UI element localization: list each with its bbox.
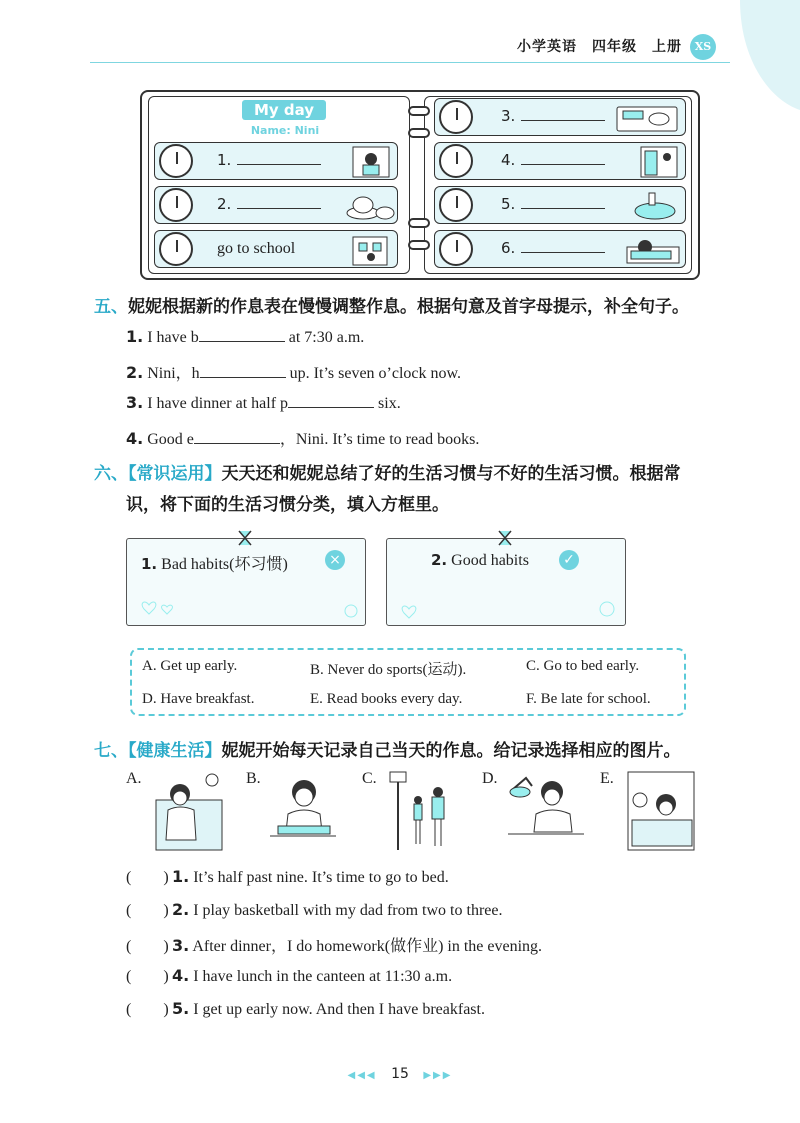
- page-number: 15: [391, 1066, 409, 1082]
- bad-habits-label: Bad habits(坏习惯): [161, 556, 288, 573]
- header-rule: [90, 62, 730, 63]
- my-day-notebook: [140, 90, 700, 280]
- picture-label-e: E.: [600, 770, 614, 787]
- right-arrows-icon: ▶▶▶: [423, 1070, 453, 1081]
- schedule-row-2: [154, 186, 398, 224]
- schedule-row-6: [434, 230, 686, 268]
- left-arrows-icon: ◀◀◀: [347, 1070, 377, 1081]
- clock-icon: [439, 188, 473, 222]
- question-5: ( ) 5. I get up early now. And then I have breakfast.: [126, 999, 485, 1018]
- section6-number: 六、: [94, 464, 128, 484]
- question-2: ( ) 2. I play basketball with my dad from two to three.: [126, 900, 503, 919]
- doing-homework-picture: [506, 770, 586, 852]
- binder-ring: [408, 218, 430, 228]
- answer-blank[interactable]: [194, 429, 280, 444]
- corner-decoration: [700, 0, 800, 110]
- answer-blank[interactable]: [521, 195, 605, 209]
- section6-heading: [94, 459, 681, 484]
- playing-basketball-picture: [384, 770, 454, 852]
- question-3: ( ) 3. After dinner，I do homework(做作业) in the evening.: [126, 936, 543, 955]
- cross-icon: ×: [325, 550, 345, 570]
- option-f: F. Be late for school.: [526, 691, 651, 707]
- answer-blank[interactable]: [237, 151, 321, 165]
- schedule-row-3: [154, 230, 398, 268]
- section5-instruction: 妮妮根据新的作息表在慢慢调整作息。根据句意及首字母提示，补全句子。: [128, 297, 689, 317]
- row-number: 2.: [217, 195, 232, 213]
- go-home-picture-icon: [639, 145, 679, 179]
- notebook-name: Name: Nini: [250, 124, 320, 137]
- section7-instruction: 妮妮开始每天记录自己当天的作息。给记录选择相应的图片。: [221, 741, 681, 761]
- flower-decoration-icon: [595, 597, 619, 621]
- schedule-row-5: [434, 186, 686, 224]
- section7-number: 七、: [94, 741, 128, 761]
- clock-icon: [439, 232, 473, 266]
- check-icon: ✓: [559, 550, 579, 570]
- picture-label-c: C.: [362, 770, 377, 787]
- flower-decoration-icon: [341, 601, 361, 621]
- paper-clip-icon: [235, 529, 255, 547]
- clock-icon: [159, 188, 193, 222]
- schedule-row-4: [434, 142, 686, 180]
- picture-label-d: D.: [482, 770, 498, 787]
- section5-heading: [94, 292, 689, 317]
- s5-item-1: 1. I have b at 7:30 a.m.: [126, 327, 365, 346]
- question-4: ( ) 4. I have lunch in the canteen at 11:30 a.m.: [126, 966, 453, 985]
- xs-badge: XS: [690, 34, 716, 60]
- row-number: 3.: [501, 107, 516, 125]
- answer-blank[interactable]: [521, 239, 605, 253]
- row-number: 6.: [501, 239, 516, 257]
- picture-label-a: A.: [126, 770, 142, 787]
- binder-ring: [408, 106, 430, 116]
- bad-habits-box[interactable]: 1. Bad habits(坏习惯) ×: [126, 538, 366, 626]
- answer-blank[interactable]: [199, 327, 285, 342]
- dinner-plate-icon: [631, 189, 679, 223]
- row-number: 1.: [217, 151, 232, 169]
- habit-options-box: [130, 648, 686, 716]
- answer-blank[interactable]: [237, 195, 321, 209]
- answer-blank[interactable]: [521, 107, 605, 121]
- section7-heading: [94, 736, 681, 761]
- binder-ring: [408, 128, 430, 138]
- breakfast-food-icon: [345, 189, 395, 223]
- schedule-row-3-right: [434, 98, 686, 136]
- question-1: ( ) 1. It’s half past nine. It’s time to go to bed.: [126, 867, 449, 886]
- girl-sleeping-picture: [626, 770, 696, 852]
- heart-decoration-icon: [139, 597, 179, 621]
- row-number: 5.: [501, 195, 516, 213]
- wake-up-picture-icon: [351, 145, 391, 179]
- clock-icon: [439, 144, 473, 178]
- clock-icon: [159, 144, 193, 178]
- answer-blank[interactable]: [200, 363, 286, 378]
- paper-clip-icon: [495, 529, 515, 547]
- lunch-tray-icon: [615, 101, 679, 135]
- picture-label-b: B.: [246, 770, 261, 787]
- option-a: A. Get up early.: [142, 658, 238, 674]
- good-habits-label: Good habits: [451, 552, 529, 569]
- row-text: go to school: [217, 240, 296, 257]
- section6-instruction-2: 识，将下面的生活习惯分类，填入方框里。: [126, 495, 449, 515]
- girl-waking-up-picture: [154, 770, 224, 852]
- page-footer: [0, 1066, 800, 1082]
- option-c: C. Go to bed early.: [526, 658, 640, 674]
- section6-tag: 【常识运用】: [128, 464, 222, 484]
- schedule-row-1: [154, 142, 398, 180]
- clock-icon: [159, 232, 193, 266]
- sleeping-picture-icon: [625, 233, 681, 267]
- section6-instruction-1: 天天还和妮妮总结了好的生活习惯与不好的生活习惯。根据常: [221, 464, 681, 484]
- clock-icon: [439, 100, 473, 134]
- notebook-title: My day: [242, 100, 326, 120]
- book-title: 小学英语 四年级 上册: [517, 39, 682, 55]
- s5-item-2: 2. Nini，h up. It’s seven o’clock now.: [126, 363, 462, 382]
- answer-blank[interactable]: [521, 151, 605, 165]
- heart-decoration-icon: [399, 601, 419, 621]
- school-picture-icon: [351, 233, 391, 267]
- option-e: E. Read books every day.: [310, 691, 463, 707]
- s5-item-4: 4. Good e ，Nini. It’s time to read books.: [126, 429, 480, 448]
- section5-number: 五、: [94, 297, 128, 317]
- good-habits-box[interactable]: 2. Good habits ✓: [386, 538, 626, 626]
- section7-tag: 【健康生活】: [128, 741, 222, 761]
- girl-eating-lunch-picture: [268, 770, 338, 852]
- option-d: D. Have breakfast.: [142, 691, 255, 707]
- row-number: 4.: [501, 151, 516, 169]
- option-b: B. Never do sports(运动).: [310, 662, 467, 678]
- answer-blank[interactable]: [288, 393, 374, 408]
- s5-item-3: 3. I have dinner at half p six.: [126, 393, 401, 412]
- binder-ring: [408, 240, 430, 250]
